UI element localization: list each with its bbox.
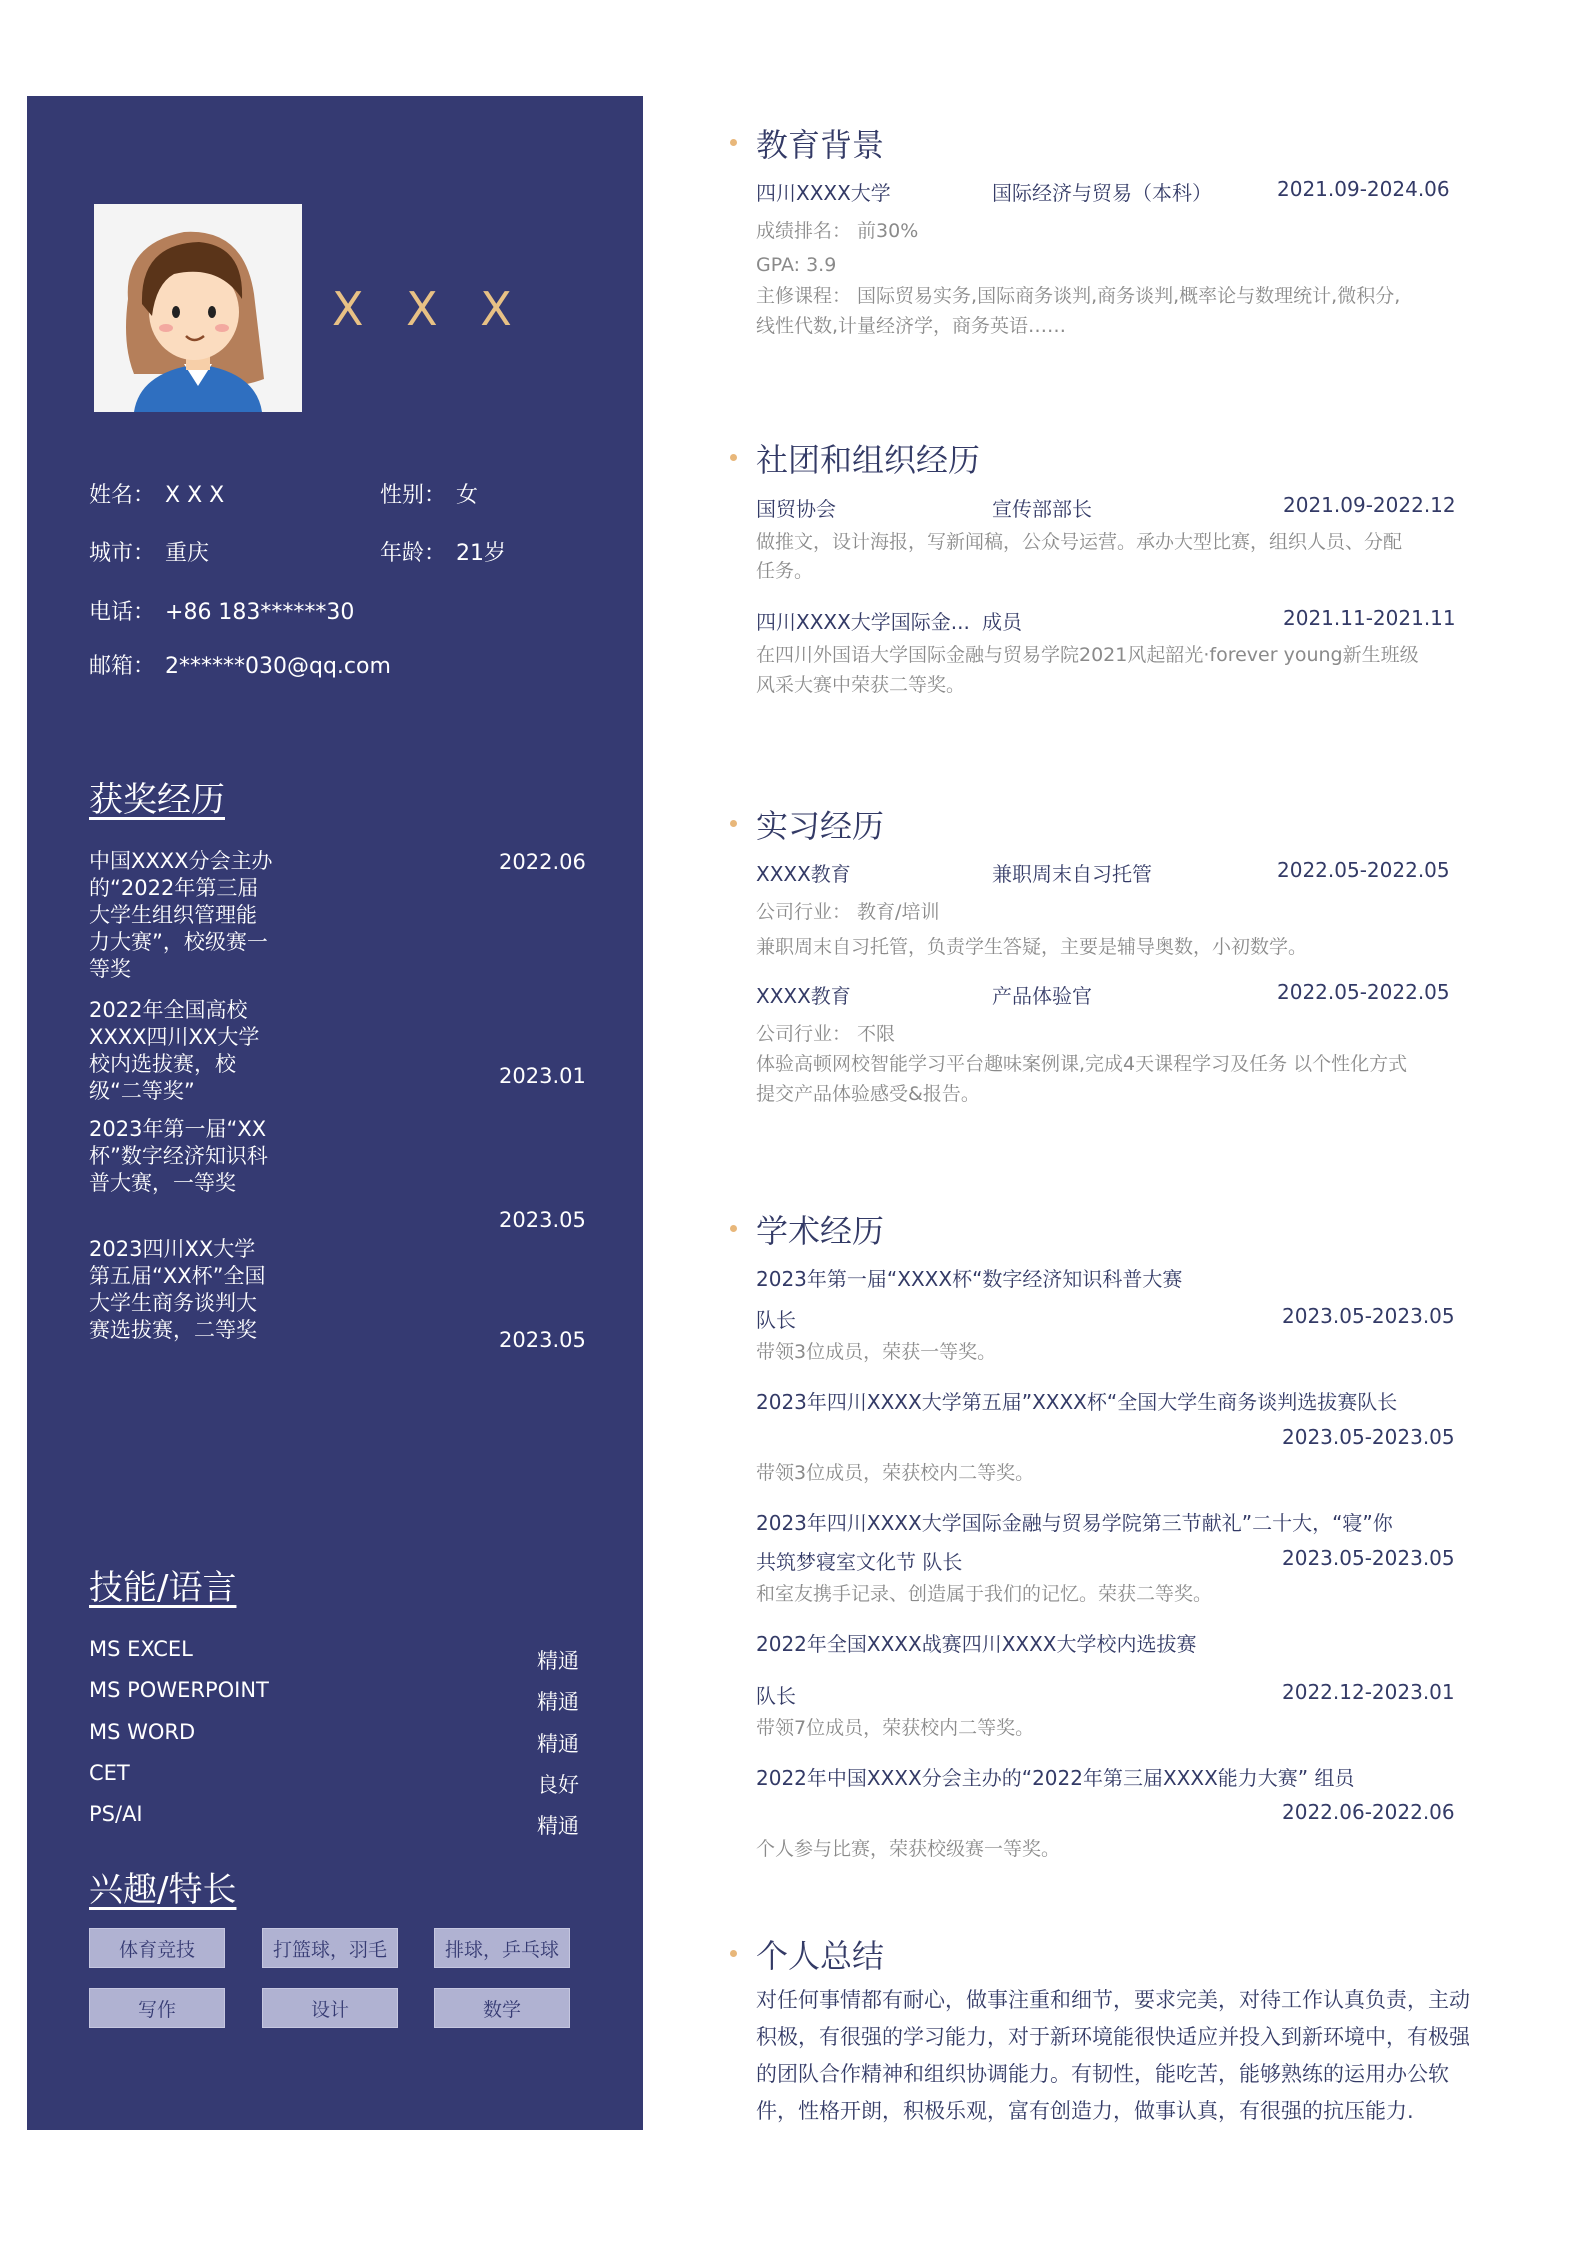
club-desc: 任务。 xyxy=(756,560,814,582)
bullet-dot-icon xyxy=(730,820,737,827)
info-gender xyxy=(380,478,478,509)
academic-item-date: 2022.12-2023.01 xyxy=(1282,1680,1455,1704)
academic-item-date: 2023.05-2023.05 xyxy=(1282,1304,1455,1328)
info-label: 城市： xyxy=(89,541,156,566)
skill-name: MS POWERPOINT xyxy=(89,1678,269,1702)
intern-industry: 公司行业： 教育/培训 xyxy=(756,901,940,923)
info-email xyxy=(89,649,391,680)
education-date: 2021.09-2024.06 xyxy=(1277,177,1450,201)
info-value: 21岁 xyxy=(456,541,507,566)
summary-title: 个人总结 xyxy=(756,1937,885,1975)
info-phone xyxy=(89,595,354,626)
skill-level: 精通 xyxy=(537,1649,579,1673)
academic-item-desc: 带领7位成员，荣获校内二等奖。 xyxy=(756,1717,1035,1739)
skill-name: PS/AI xyxy=(89,1802,143,1826)
academic-item-role: 队长 xyxy=(756,1308,796,1332)
info-value: 2******030@qq.com xyxy=(165,654,391,679)
academic-item-date: 2023.05-2023.05 xyxy=(1282,1425,1455,1449)
club-desc: 在四川外国语大学国际金融与贸易学院2021风起韶光·forever young新生班级 xyxy=(756,644,1419,666)
bullet-dot-icon xyxy=(730,139,737,146)
info-label: 姓名： xyxy=(89,483,156,508)
award-item: 2023年第一届“XX杯”数字经济知识科普大赛，一等奖 xyxy=(89,1117,268,1195)
academic-item-date: 2023.05-2023.05 xyxy=(1282,1546,1455,1570)
award-date: 2023.05 xyxy=(499,1208,586,1232)
info-city xyxy=(89,536,209,567)
bullet-dot-icon xyxy=(730,1950,737,1957)
intern-desc: 提交产品体验感受&报告。 xyxy=(756,1083,980,1105)
education-title: 教育背景 xyxy=(756,126,885,164)
intern-role: 产品体验官 xyxy=(992,984,1092,1008)
award-item: 2023四川XX大学第五届“XX杯”全国大学生商务谈判大赛选拔赛，二等奖 xyxy=(89,1237,266,1342)
club-role: 成员 xyxy=(982,610,1022,634)
interest-tag: 写作 xyxy=(89,1988,225,2028)
candidate-name: X X X xyxy=(332,282,526,336)
club-date: 2021.11-2021.11 xyxy=(1283,606,1456,630)
info-label: 邮箱： xyxy=(89,654,156,679)
intern-date: 2022.05-2022.05 xyxy=(1277,858,1450,882)
info-value: X X X xyxy=(165,483,225,508)
academic-item-title: 2023年第一届“XXXX杯“数字经济知识科普大赛 xyxy=(756,1267,1183,1291)
skill-level: 良好 xyxy=(537,1773,579,1797)
award-date: 2023.05 xyxy=(499,1328,586,1352)
academic-item-desc: 带领3位成员，荣获一等奖。 xyxy=(756,1341,997,1363)
award-item: 2022年全国高校XXXX四川XX大学校内选拔赛，校级“二等奖” xyxy=(89,998,260,1103)
info-label: 年龄： xyxy=(380,541,447,566)
skill-name: MS EXCEL xyxy=(89,1637,193,1661)
info-value: +86 183******30 xyxy=(165,600,355,625)
bullet-dot-icon xyxy=(730,1225,737,1232)
club-desc: 做推文，设计海报，写新闻稿，公众号运营。承办大型比赛，组织人员、分配 xyxy=(756,531,1403,553)
award-date: 2023.01 xyxy=(499,1064,586,1088)
education-rank: 成绩排名： 前30% xyxy=(756,220,919,242)
clubs-title: 社团和组织经历 xyxy=(756,441,981,479)
academic-item-title: 2023年四川XXXX大学国际金融与贸易学院第三节献礼”二十大，“寝”你 xyxy=(756,1511,1393,1535)
interest-tag: 排球，乒乓球 xyxy=(434,1928,570,1968)
bullet-dot-icon xyxy=(730,454,737,461)
interests-title: 兴趣/特长 xyxy=(89,1870,237,1910)
info-age xyxy=(380,536,506,567)
academic-item-desc: 带领3位成员，荣获校内二等奖。 xyxy=(756,1462,1035,1484)
academic-item-desc: 和室友携手记录、创造属于我们的记忆。荣获二等奖。 xyxy=(756,1583,1213,1605)
intern-date: 2022.05-2022.05 xyxy=(1277,980,1450,1004)
education-gpa: GPA: 3.9 xyxy=(756,254,837,276)
academic-item-desc: 个人参与比赛，荣获校级赛一等奖。 xyxy=(756,1838,1061,1860)
academic-title: 学术经历 xyxy=(756,1212,885,1250)
club-date: 2021.09-2022.12 xyxy=(1283,493,1456,517)
intern-org: XXXX教育 xyxy=(756,862,851,886)
club-org: 国贸协会 xyxy=(756,497,836,521)
education-major: 国际经济与贸易（本科） xyxy=(992,181,1212,205)
academic-item-role: 队长 xyxy=(756,1684,796,1708)
intern-desc: 兼职周末自习托管，负责学生答疑，主要是辅导奥数，小初数学。 xyxy=(756,936,1308,958)
info-label: 电话： xyxy=(89,600,156,625)
club-role: 宣传部部长 xyxy=(992,497,1092,521)
awards-title: 获奖经历 xyxy=(89,780,225,820)
education-courses: 主修课程： 国际贸易实务,国际商务谈判,商务谈判,概率论与数理统计,微积分, xyxy=(756,285,1401,307)
info-value: 女 xyxy=(456,483,479,508)
avatar-illustration-icon xyxy=(94,204,302,412)
skill-level: 精通 xyxy=(537,1814,579,1838)
skill-level: 精通 xyxy=(537,1732,579,1756)
intern-role: 兼职周末自习托管 xyxy=(992,862,1152,886)
award-item: 中国XXXX分会主办的“2022年第三届大学生组织管理能力大赛”，校级赛一等奖 xyxy=(89,849,273,981)
avatar xyxy=(94,204,302,412)
education-courses: 线性代数,计量经济学，商务英语…… xyxy=(756,315,1067,337)
intern-desc: 体验高顿网校智能学习平台趣味案例课,完成4天课程学习及任务 以个性化方式 xyxy=(756,1053,1408,1075)
info-label: 性别： xyxy=(380,483,447,508)
skill-name: MS WORD xyxy=(89,1720,196,1744)
academic-item-title: 2022年全国XXXX战赛四川XXXX大学校内选拔赛 xyxy=(756,1632,1197,1656)
intern-org: XXXX教育 xyxy=(756,984,851,1008)
academic-item-title: 2022年中国XXXX分会主办的“2022年第三届XXXX能力大赛” 组员 xyxy=(756,1766,1355,1790)
skill-level: 精通 xyxy=(537,1690,579,1714)
interest-tag: 体育竞技 xyxy=(89,1928,225,1968)
academic-item-role: 共筑梦寝室文化节 队长 xyxy=(756,1550,963,1574)
info-name xyxy=(89,478,224,509)
interest-tag: 打篮球，羽毛 xyxy=(262,1928,398,1968)
academic-item-title: 2023年四川XXXX大学第五届”XXXX杯“全国大学生商务谈判选拔赛队长 xyxy=(756,1390,1398,1414)
skill-name: CET xyxy=(89,1761,130,1785)
info-value: 重庆 xyxy=(165,541,210,566)
education-school: 四川XXXX大学 xyxy=(756,181,891,205)
award-date: 2022.06 xyxy=(499,850,586,874)
summary-text: 对任何事情都有耐心，做事注重和细节，要求完美，对待工作认真负责，主动积极，有很强的学习能力，对于新环境能很快适应并投入到新环境中，有极强的团队合作精神和组织协调能力。有韧性，能吃苦，能够熟练的运用办公软件，性格开朗，积极乐观，富有创造力，做事认真，有很强的抗压能力. xyxy=(756,1988,1470,2123)
interest-tag: 数学 xyxy=(434,1988,570,2028)
academic-item-date: 2022.06-2022.06 xyxy=(1282,1800,1455,1824)
club-desc: 风采大赛中荣获二等奖。 xyxy=(756,674,966,696)
interest-tag: 设计 xyxy=(262,1988,398,2028)
intern-title: 实习经历 xyxy=(756,807,885,845)
skills-title: 技能/语言 xyxy=(89,1568,237,1608)
intern-industry: 公司行业： 不限 xyxy=(756,1023,896,1045)
club-org: 四川XXXX大学国际金... xyxy=(756,610,970,634)
